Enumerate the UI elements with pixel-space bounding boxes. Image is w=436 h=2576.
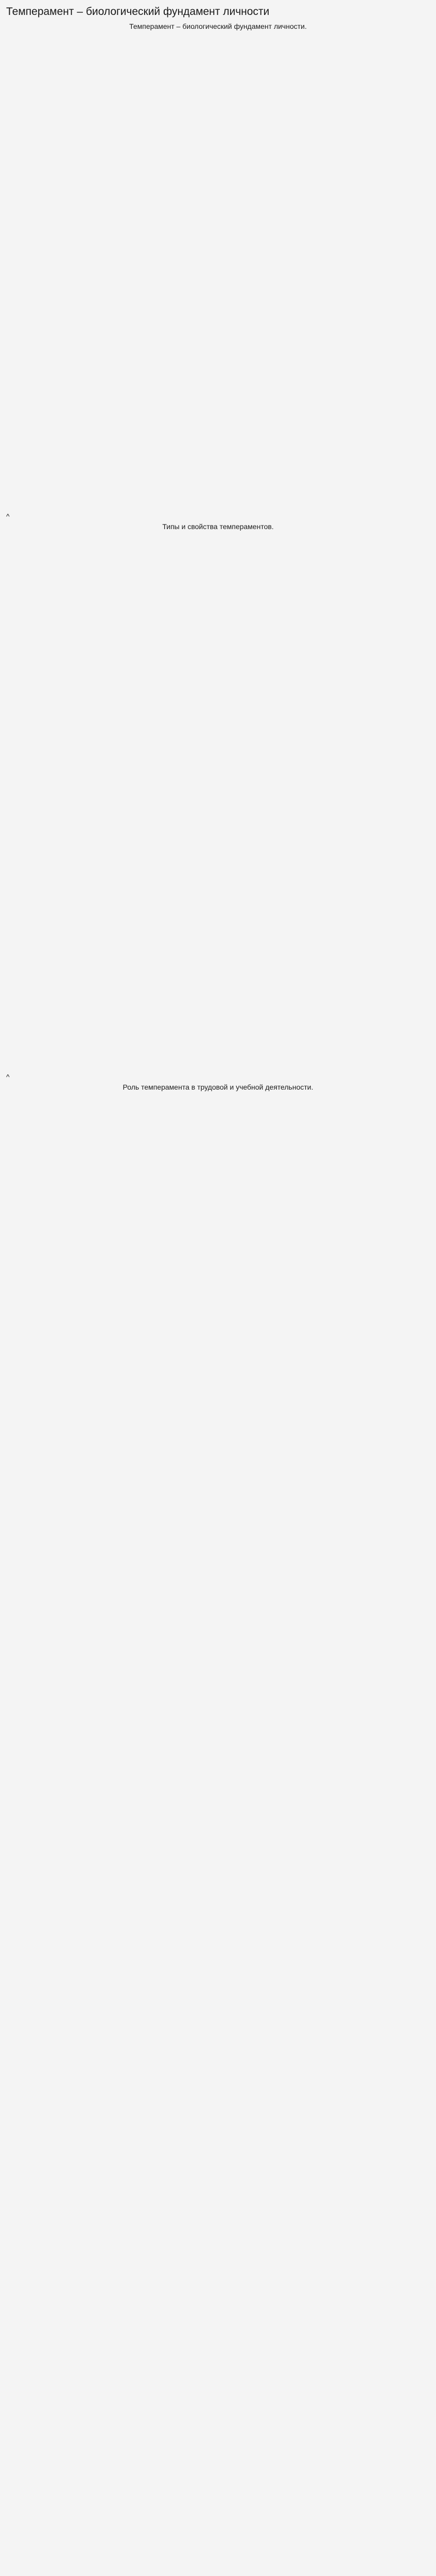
paragraph <box>6 794 430 814</box>
paragraph <box>6 825 430 845</box>
paragraph <box>6 640 430 659</box>
paragraph <box>6 547 430 567</box>
section-heading: Роль темперамента в трудовой и учебной деятельности. <box>123 1083 313 1092</box>
paragraph <box>6 203 430 223</box>
paragraph <box>6 1108 430 1127</box>
paragraph <box>6 702 430 721</box>
paragraph <box>6 110 430 130</box>
paragraph <box>6 48 430 68</box>
paragraph <box>6 949 430 969</box>
paragraph <box>6 1293 430 1313</box>
paragraph <box>6 1262 430 1282</box>
paragraph <box>6 1011 430 1030</box>
paragraph <box>6 1200 430 1220</box>
section-separator: ^ <box>6 1073 10 1081</box>
paragraph <box>6 481 430 501</box>
paragraph <box>6 172 430 192</box>
paragraph <box>6 856 430 876</box>
paragraph <box>6 578 430 598</box>
paragraph <box>6 764 430 783</box>
section-separator: ^ <box>6 512 10 521</box>
paragraph <box>6 1139 430 1158</box>
paragraph <box>6 388 430 408</box>
paragraph <box>6 234 430 253</box>
paragraph <box>6 358 430 377</box>
paragraph <box>6 671 430 690</box>
page-subtitle: Темперамент – биологический фундамент личности. <box>129 22 307 31</box>
paragraph <box>6 887 430 907</box>
paragraph <box>6 1324 430 1344</box>
paragraph <box>6 141 430 161</box>
paragraph <box>6 609 430 629</box>
paragraph <box>6 296 430 315</box>
paragraph <box>6 918 430 938</box>
paragraph <box>6 265 430 284</box>
paragraph <box>6 1231 430 1251</box>
paragraph <box>6 327 430 346</box>
section-heading: Типы и свойства темпераментов. <box>162 522 274 531</box>
paragraph <box>6 1170 430 1189</box>
paragraph <box>6 1042 430 1061</box>
paragraph <box>6 419 430 439</box>
paragraph <box>6 450 430 470</box>
page-title: Темперамент – биологический фундамент личности <box>6 6 270 18</box>
paragraph <box>6 980 430 999</box>
document-body <box>6 48 430 1344</box>
paragraph <box>6 79 430 99</box>
paragraph <box>6 733 430 752</box>
